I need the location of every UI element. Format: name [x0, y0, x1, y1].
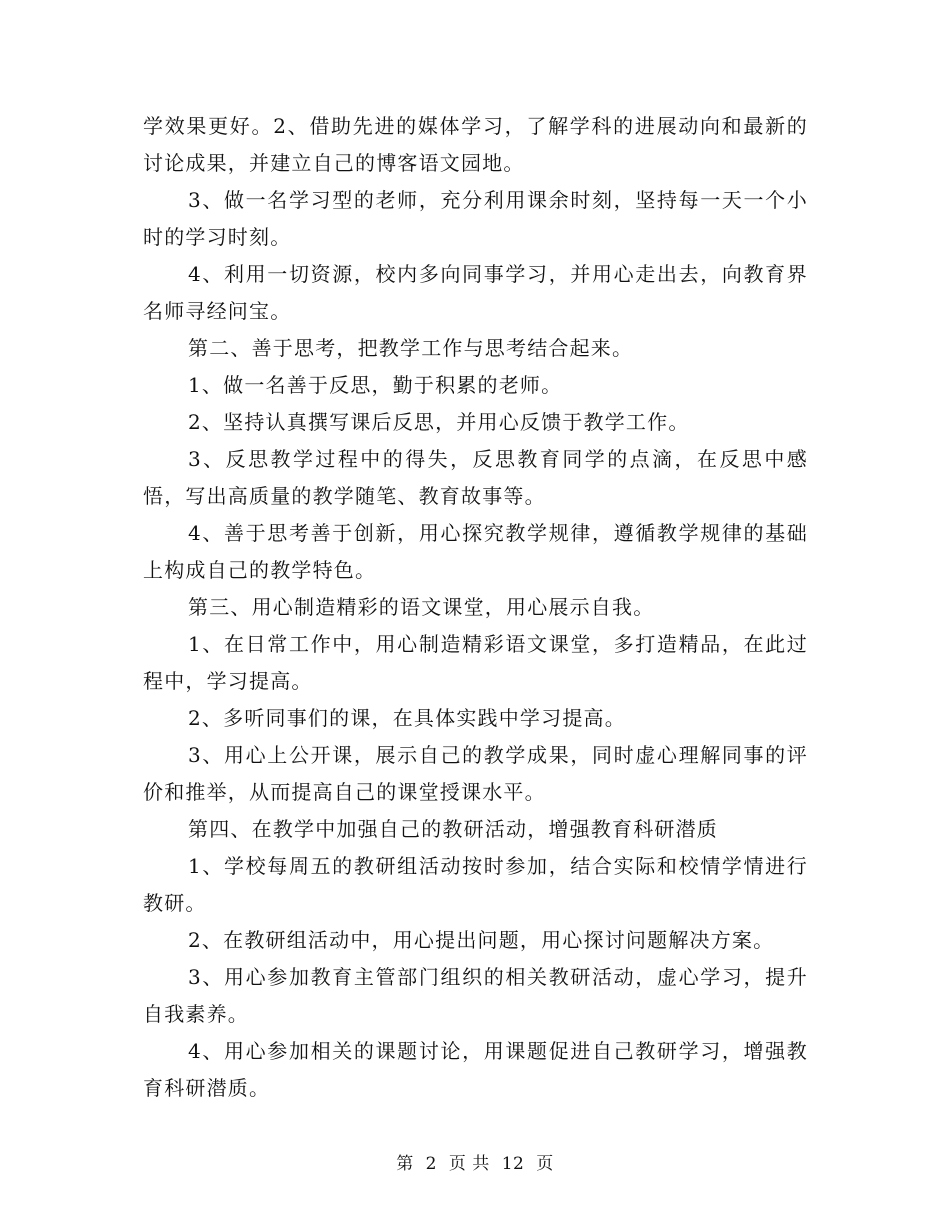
footer-prefix: 第 — [396, 1154, 414, 1174]
page-number: 2 — [425, 1154, 437, 1174]
section-heading-2: 第二、善于思考，把教学工作与思考结合起来。 — [188, 336, 634, 360]
paragraph-13: 1、学校每周五的教研组活动按时参加，结合实际和校情学情进行教研。 — [143, 854, 808, 915]
paragraph-15: 3、用心参加教育主管部门组织的相关教研活动，虚心学习，提升自我素养。 — [143, 965, 808, 1026]
section-heading-4: 第四、在教学中加强自己的教研活动，增强教育科研潜质 — [188, 817, 718, 841]
paragraph-0: 学效果更好。2、借助先进的媒体学习，了解学科的进展动向和最新的讨论成果，并建立自己的博客语文园地。 — [143, 114, 808, 175]
paragraph-14: 2、在教研组活动中，用心提出问题，用心探讨问题解决方案。 — [188, 928, 775, 952]
paragraph-2: 4、利用一切资源，校内多向同事学习，并用心走出去，向教育界名师寻经问宝。 — [143, 262, 808, 323]
total-pages: 12 — [501, 1154, 525, 1174]
footer-middle: 页 共 — [448, 1154, 490, 1174]
paragraph-4: 1、做一名善于反思，勤于积累的老师。 — [188, 373, 563, 397]
document-body — [143, 108, 808, 1107]
paragraph-9: 1、在日常工作中，用心制造精彩语文课堂，多打造精品，在此过程中，学习提高。 — [143, 632, 808, 693]
footer-suffix: 页 — [536, 1154, 554, 1174]
paragraph-11: 3、用心上公开课，展示自己的教学成果，同时虚心理解同事的评价和推举，从而提高自己的课堂授课水平。 — [143, 743, 808, 804]
paragraph-6: 3、反思教学过程中的得失，反思教育同学的点滴，在反思中感悟，写出高质量的教学随笔、教育故事等。 — [143, 447, 808, 508]
section-heading-3: 第三、用心制造精彩的语文课堂，用心展示自我。 — [188, 595, 655, 619]
paragraph-16: 4、用心参加相关的课题讨论，用课题促进自己教研学习，增强教育科研潜质。 — [143, 1039, 808, 1100]
page-footer — [0, 1152, 950, 1176]
paragraph-7: 4、善于思考善于创新，用心探究教学规律，遵循教学规律的基础上构成自己的教学特色。 — [143, 521, 808, 582]
paragraph-1: 3、做一名学习型的老师，充分利用课余时刻，坚持每一天一个小时的学习时刻。 — [143, 188, 808, 249]
paragraph-10: 2、多听同事们的课，在具体实践中学习提高。 — [188, 706, 626, 730]
paragraph-5: 2、坚持认真撰写课后反思，并用心反馈于教学工作。 — [188, 410, 690, 434]
